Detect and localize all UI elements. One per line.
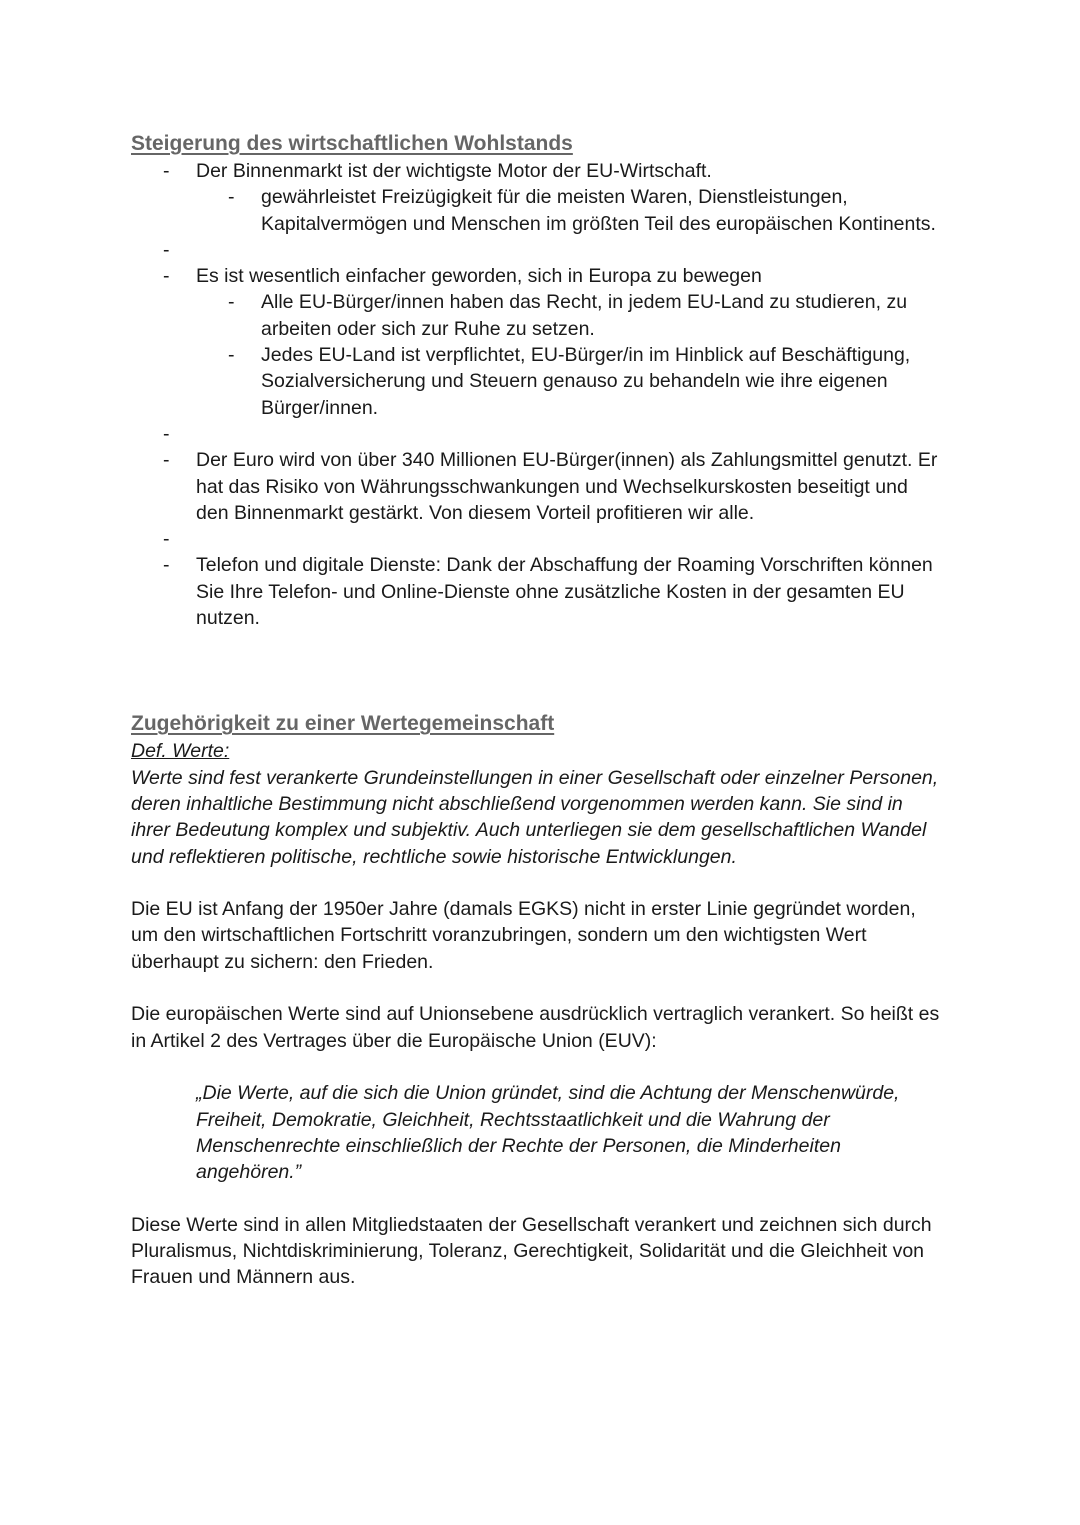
spacer <box>131 237 941 263</box>
spacer <box>131 421 941 447</box>
sub-list-item: - gewährleistet Freizügigkeit für die meisten Waren, Dienstleistungen, Kapitalvermögen und Menschen im größten Teil des europäischen Kontinents. <box>196 184 941 237</box>
spacer <box>131 1185 941 1211</box>
paragraph-frieden: Die EU ist Anfang der 1950er Jahre (damals EGKS) nicht in erster Linie gegründet worden, um den wirtschaftlichen Fortschritt voranzubringen, sondern um den wichtigsten Wert überhaupt zu sichern: den Frieden. <box>131 898 916 973</box>
sub-list-item: - Alle EU-Bürger/innen haben das Recht, in jedem EU-Land zu studieren, zu arbeiten oder sich zur Ruhe zu setzen. <box>196 289 941 342</box>
wohlstand-list <box>131 158 941 631</box>
sub-list-mobilitaet <box>196 289 941 420</box>
spacer <box>131 870 941 896</box>
sub-list-item: - Jedes EU-Land ist verpflichtet, EU-Bürger/in im Hinblick auf Beschäftigung, Sozialversicherung und Steuern genauso zu behandeln wie ihre eigenen Bürger/innen. <box>196 342 941 421</box>
section-spacer <box>131 631 941 710</box>
spacer <box>131 526 941 552</box>
spacer <box>131 1054 941 1080</box>
paragraph-werte: Diese Werte sind in allen Mitgliedstaaten der Gesellschaft verankert und zeichnen sich durch Pluralismus, Nichtdiskriminierung, Toleranz, Gerechtigkeit, Solidarität und die Gleichheit von Frauen und Männern aus. <box>131 1213 932 1289</box>
definition-label: Def. Werte: <box>131 740 230 763</box>
list-item-euro: - Der Euro wird von über 340 Millionen EU-Bürger(innen) als Zahlungsmittel genutzt. Er hat das Risiko von Währungsschwankungen und Wechselkurskosten beseitigt und den Binnenmarkt gestärkt. Von diesem Vorteil profitieren wir alle. <box>131 447 941 526</box>
quote-artikel-2: „Die Werte, auf die sich die Union gründet, sind die Achtung der Menschenwürde, Freiheit, Demokratie, Gleichheit, Rechtsstaatlichkeit und die Wahrung der Menschenrechte einschließlich der Rechte der Personen, die Minderheiten angehören.” <box>196 1082 900 1184</box>
spacer <box>131 975 941 1001</box>
list-item-mobilitaet: - Es ist wesentlich einfacher geworden, sich in Europa zu bewegen - Alle EU-Bürger/innen haben das Recht, in jedem EU-Land zu studieren, zu arbeiten oder sich zur Ruhe zu setzen. - Jedes EU-Land ist verpflichtet, EU-Bürger/in im Hinblick auf Beschäftigung, Sozialversicherung und Steuern genauso zu behandeln wie ihre eigenen Bürger/innen. <box>131 263 941 421</box>
definition-text: Werte sind fest verankerte Grundeinstellungen in einer Gesellschaft oder einzelner Personen, deren inhaltliche Bestimmung nicht abschließend vorgenommen werden kann. Sie sind in ihrer Bedeutung komplex und subjektiv. Auch unterliegen sie dem gesellschaftlichen Wandel und reflektieren politische, rechtliche sowie historische Entwicklungen. <box>131 766 939 868</box>
sub-list-binnenmarkt <box>196 184 941 237</box>
list-item-telefon: - Telefon und digitale Dienste: Dank der Abschaffung der Roaming Vorschriften können Sie Ihre Telefon- und Online-Dienste ohne zusätzliche Kosten in der gesamten EU nutzen. <box>131 552 941 631</box>
paragraph-vertrag: Die europäischen Werte sind auf Unionsebene ausdrücklich vertraglich verankert. So heißt es in Artikel 2 des Vertrages über die Europäische Union (EUV): <box>131 1003 940 1052</box>
section-heading-werte: Zugehörigkeit zu einer Wertegemeinschaft <box>131 712 555 736</box>
section-heading-wohlstand: Steigerung des wirtschaftlichen Wohlstands <box>131 132 573 155</box>
document-page <box>131 130 941 1291</box>
list-item-binnenmarkt: - Der Binnenmarkt ist der wichtigste Motor der EU-Wirtschaft. - gewährleistet Freizügigkeit für die meisten Waren, Dienstleistungen, Kapitalvermögen und Menschen im größten Teil des europäischen Kontinents. <box>131 158 941 237</box>
